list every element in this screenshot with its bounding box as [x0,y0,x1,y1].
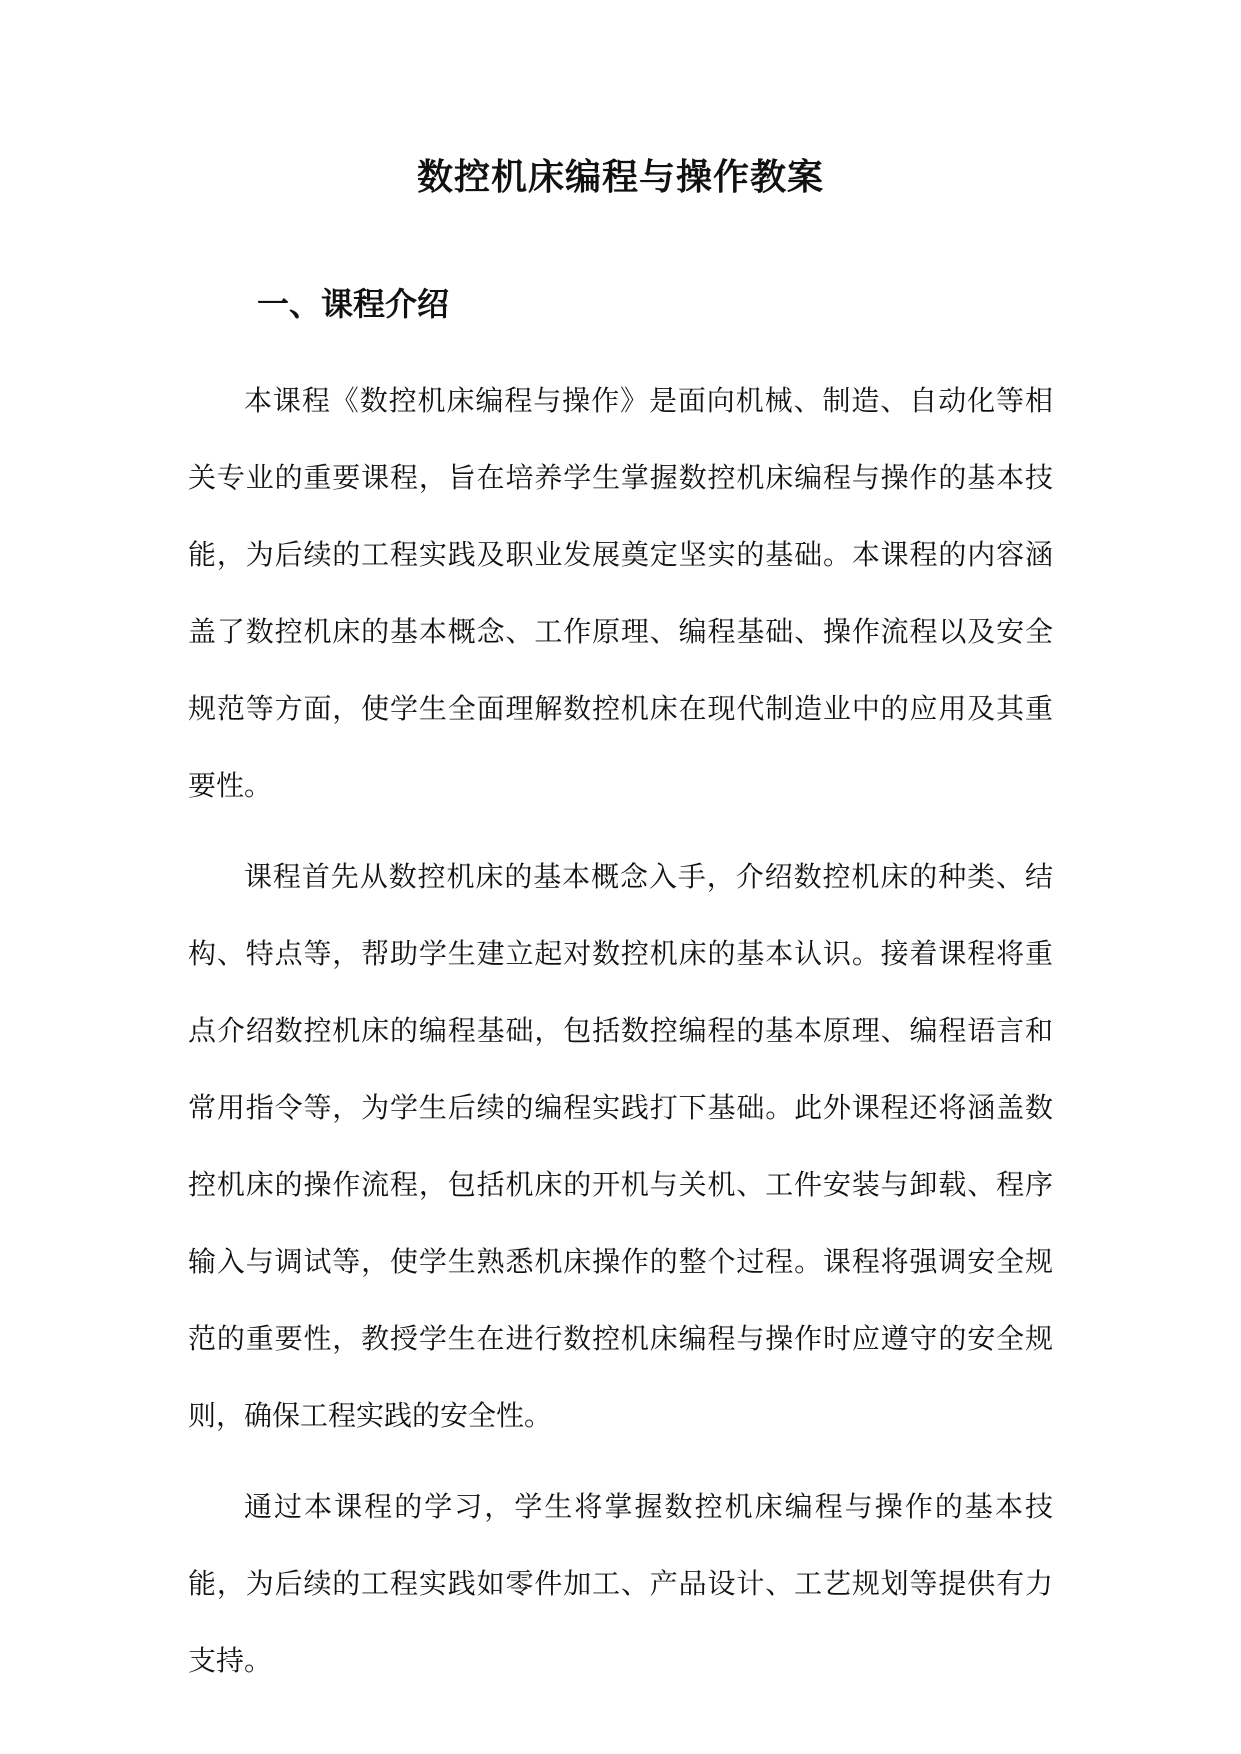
document-body [188,362,1053,1713]
document-title: 数控机床编程与操作教案 [416,156,824,198]
section-heading: 一、课程介绍 [257,285,450,323]
paragraph-outcome: 通过本课程的学习，学生将掌握数控机床编程与操作的基本技能，为后续的工程实践如零件加工、产品设计、工艺规划等提供有力支持。 [188,1490,1053,1677]
paragraph-intro: 本课程《数控机床编程与操作》是面向机械、制造、自动化等相关专业的重要课程，旨在培养学生掌握数控机床编程与操作的基本技能，为后续的工程实践及职业发展奠定坚实的基础。本课程的内容涵盖了数控机床的基本概念、工作原理、编程基础、操作流程以及安全规范等方面，使学生全面理解数控机床在现代制造业中的应用及其重要性。 [188,384,1053,802]
paragraph-content: 课程首先从数控机床的基本概念入手，介绍数控机床的种类、结构、特点等，帮助学生建立起对数控机床的基本认识。接着课程将重点介绍数控机床的编程基础，包括数控编程的基本原理、编程语言和常用指令等，为学生后续的编程实践打下基础。此外课程还将涵盖数控机床的操作流程，包括机床的开机与关机、工件安装与卸载、程序输入与调试等，使学生熟悉机床操作的整个过程。课程将强调安全规范的重要性，教授学生在进行数控机床编程与操作时应遵守的安全规则，确保工程实践的安全性。 [188,860,1053,1432]
